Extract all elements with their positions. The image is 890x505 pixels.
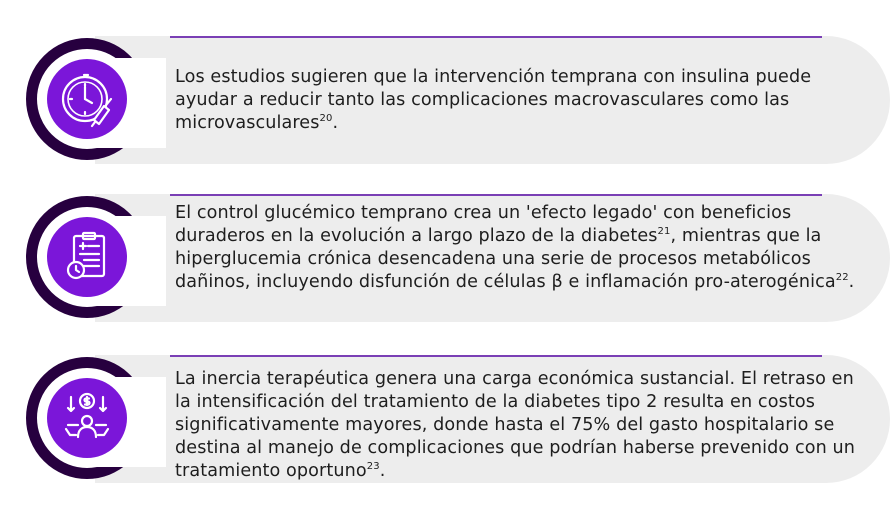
clock-syringe-icon bbox=[47, 59, 127, 139]
reference-number: 21 bbox=[657, 226, 671, 238]
info-card-3 bbox=[0, 355, 890, 483]
card-text: Los estudios sugieren que la intervención temprana con insulina puede ayudar a reducir tanto las complicaciones macrovasculares como las microvasculares$^{20}$. bbox=[175, 67, 812, 133]
card-divider bbox=[170, 194, 822, 196]
card-text: La inercia terapéutica genera una carga económica sustancial. El retraso en la intensificación del tratamiento de la diabetes tipo 2 resulta en costos significativamente mayores, donde hasta el 75% del gasto hospitalario se destina al manejo de complicaciones que podrían haberse prevenido con un tratamiento oportuno$^{23}$. bbox=[175, 369, 856, 481]
clipboard-medical-icon bbox=[47, 217, 127, 297]
info-card-1 bbox=[0, 36, 890, 164]
card-divider bbox=[170, 355, 822, 357]
card-text: El control glucémico temprano crea un 'efecto legado' con beneficios duraderos en la evolución a largo plazo de la diabetes$^{21}$, mientras que la hiperglucemia crónica desencadena una serie de procesos metabólicos dañinos, incluyendo disfunción de células β e inflamación pro-aterogénica$^{22}$. bbox=[175, 203, 855, 292]
reference-number: 22 bbox=[835, 272, 849, 284]
card-divider bbox=[170, 36, 822, 38]
info-card-2 bbox=[0, 194, 890, 322]
reference-number: 20 bbox=[319, 113, 333, 125]
reference-number: 23 bbox=[366, 461, 380, 473]
cost-burden-icon bbox=[47, 378, 127, 458]
